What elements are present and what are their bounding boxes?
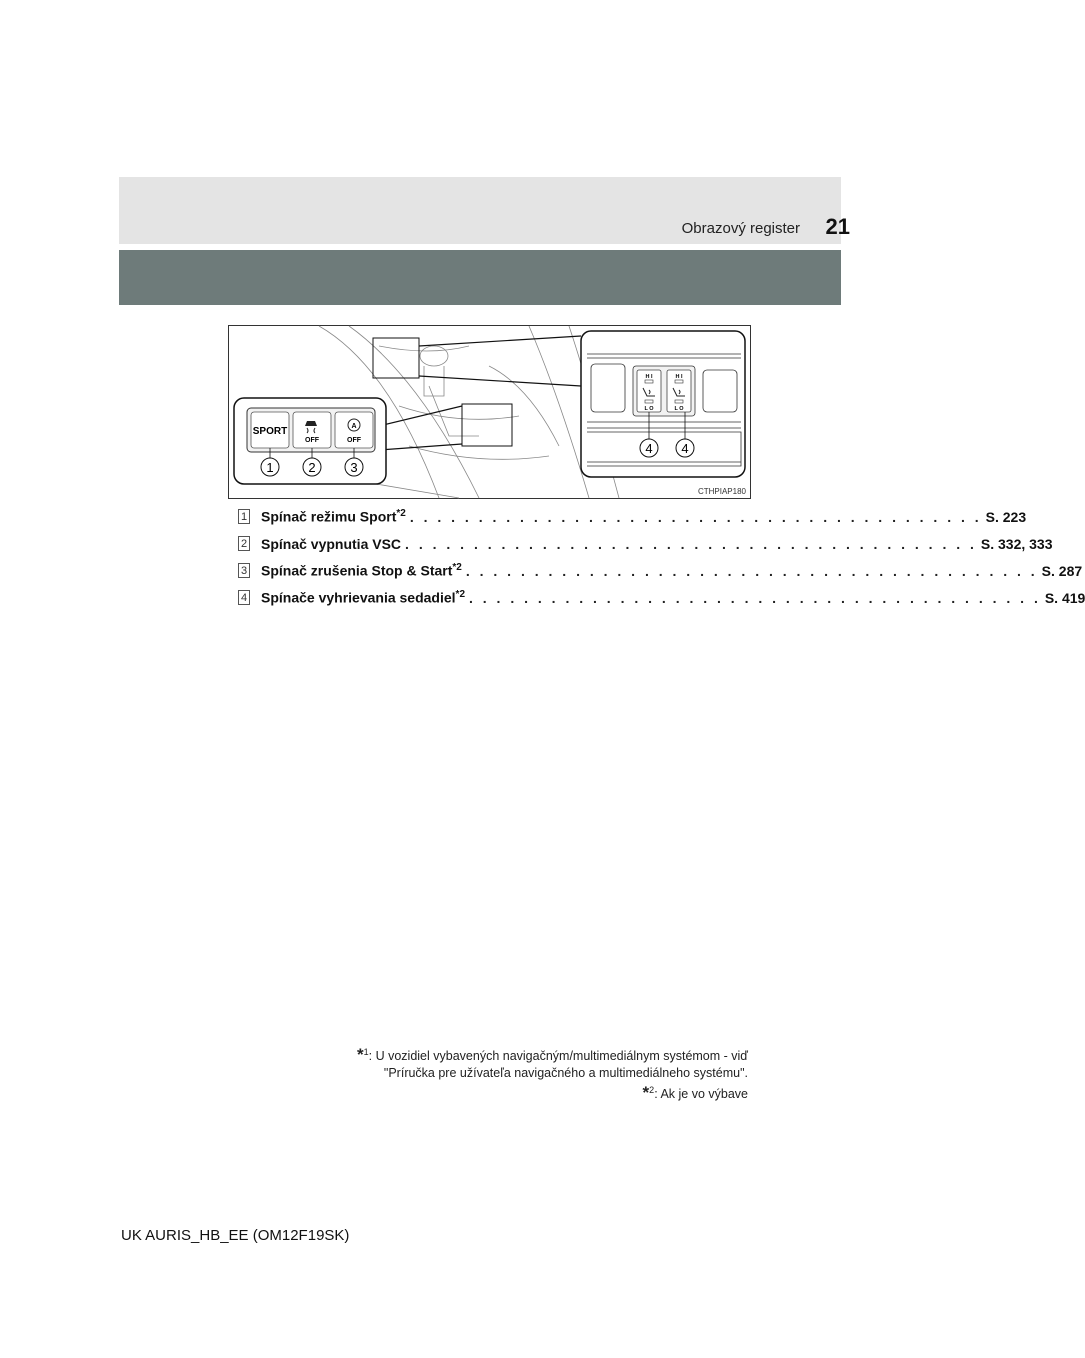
item-label (261, 562, 462, 579)
leader-dots: . . . . . . . . . . . . . . . . . . . . . . . . . . . . . . . . . . . . . . . . . . (469, 589, 1041, 606)
item-number: 1 (238, 509, 250, 524)
item-label (261, 589, 465, 606)
page-reference[interactable]: S. 332, 333 (980, 535, 1053, 552)
vsc-off-label: OFF (305, 437, 319, 444)
callout-2: 2 (308, 460, 316, 475)
callout-1: 1 (266, 460, 274, 475)
page-reference[interactable]: S. 287 (1041, 562, 1083, 579)
stop-start-letter: A (351, 423, 357, 430)
footnote-text: : Ak je vo výbave (654, 1087, 748, 1102)
list-item (238, 584, 1085, 611)
footnotes (357, 1044, 748, 1103)
item-number: 4 (238, 590, 250, 605)
header-band (119, 250, 841, 305)
item-text: Spínače vyhrievania sedadiel (261, 589, 456, 606)
footnote-1-line-1 (357, 1044, 748, 1065)
footnote-mark: 1 (363, 1047, 369, 1057)
callout-4b: 4 (681, 441, 689, 456)
seat-left-hi: H I (645, 374, 653, 380)
seat-heater-left (637, 370, 661, 412)
item-list (238, 503, 1085, 611)
footnote-mark: 2 (649, 1085, 655, 1096)
seat-right-hi: H I (675, 374, 683, 380)
item-footnote-mark: *2 (452, 562, 462, 574)
item-footnote-mark: *2 (455, 589, 465, 601)
footnote-1-line-2: "Príručka pre užívateľa navigačného a multimediálneho systému". (383, 1066, 748, 1081)
item-label (261, 536, 401, 552)
leader-dots: . . . . . . . . . . . . . . . . . . . . . . . . . . . . . . . . . . . . . . . . . . (405, 535, 977, 552)
console-illustration (229, 326, 750, 498)
page-reference[interactable]: S. 419 (1044, 589, 1085, 606)
list-item (238, 530, 1053, 557)
item-text: Spínač režimu Sport (261, 508, 397, 525)
list-item (238, 503, 1027, 530)
item-number: 2 (238, 536, 250, 551)
list-item (238, 557, 1083, 584)
callout-4a: 4 (645, 441, 653, 456)
item-number: 3 (238, 563, 250, 578)
console-figure (228, 325, 751, 499)
seat-right-lo: L O (674, 406, 684, 412)
item-text: Spínač zrušenia Stop & Start (261, 562, 453, 579)
page-reference[interactable]: S. 223 (985, 508, 1027, 525)
item-footnote-mark: *2 (396, 508, 406, 520)
figure-code: CTHPIAP180 (697, 487, 746, 496)
leader-dots: . . . . . . . . . . . . . . . . . . . . . . . . . . . . . . . . . . . . . . . . . . (409, 508, 982, 525)
seat-left-lo: L O (644, 406, 654, 412)
footnote-star: * (642, 1083, 650, 1103)
page-number: 21 (825, 214, 850, 239)
section-title: Obrazový register (681, 220, 800, 237)
item-text: Spínač vypnutia VSC (261, 535, 402, 552)
footnote-star: * (357, 1045, 364, 1065)
footnote-2 (357, 1082, 748, 1103)
callout-3: 3 (350, 460, 358, 475)
document-code: UK AURIS_HB_EE (OM12F19SK) (121, 1227, 350, 1244)
seat-heater-right (667, 370, 691, 412)
item-label (261, 508, 406, 525)
stop-start-off-label: OFF (347, 437, 361, 444)
footnote-text: : U vozidiel vybavených navigačným/multimediálnym systémom - viď (368, 1049, 748, 1064)
sport-label: SPORT (252, 426, 288, 437)
leader-dots: . . . . . . . . . . . . . . . . . . . . . . . . . . . . . . . . . . . . . . . . . . (465, 562, 1038, 579)
